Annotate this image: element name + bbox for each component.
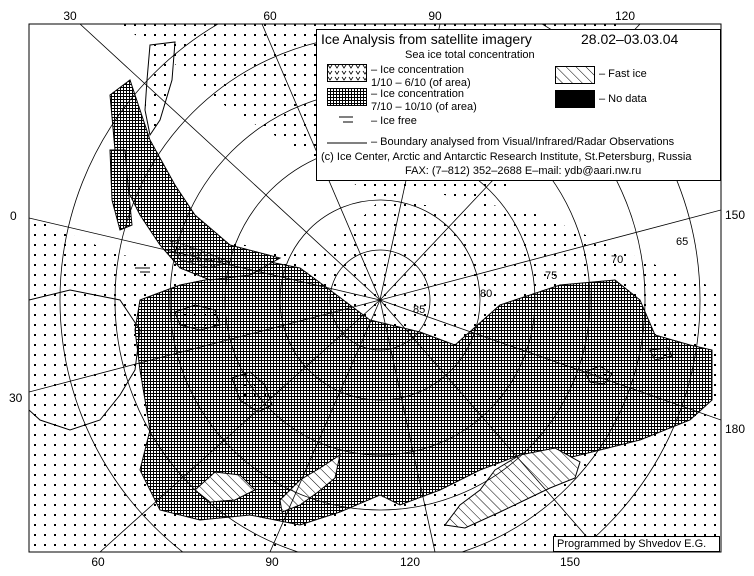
lon-label-bottom: 150 <box>559 555 581 569</box>
legend-subtitle: Sea ice total concentration <box>405 49 535 61</box>
lon-label-bottom: 120 <box>399 555 421 569</box>
lon-label-right: 150 <box>725 208 746 222</box>
legend-item-ice-free: – Ice free <box>371 115 417 127</box>
lon-label-bottom: 90 <box>265 555 279 569</box>
legend-item-open-ice: – Ice concentration 1/10 – 6/10 (of area) <box>371 64 471 89</box>
lat-label: 80 <box>480 288 493 300</box>
swatch-fast-ice <box>555 66 595 84</box>
lon-label-bottom: 60 <box>91 555 105 569</box>
legend-box <box>316 29 721 181</box>
swatch-no-data <box>555 90 595 108</box>
credit-label: Programmed by Shvedov E.G. <box>553 536 720 552</box>
legend-date-range: 28.02–03.03.04 <box>581 31 679 47</box>
swatch-open-ice <box>327 64 367 82</box>
lon-label-top: 90 <box>428 9 442 23</box>
lon-label-top: 30 <box>63 9 77 23</box>
legend-boundary: – Boundary analysed from Visual/Infrared/Radar Observations <box>371 136 675 148</box>
legend-contact: FAX: (7–812) 352–2688 E–mail: ydb@aari.nw.ru <box>405 165 642 177</box>
lat-label: 75 <box>545 270 558 282</box>
lat-label: 65 <box>676 236 689 248</box>
ice-free-dash-icon <box>339 114 359 126</box>
swatch-pack-ice <box>327 88 367 106</box>
lon-label-left: 0 <box>10 209 17 223</box>
legend-copyright: (c) Ice Center, Arctic and Antarctic Research Institute, St.Petersburg, Russia <box>321 151 692 163</box>
legend-item-pack-ice: – Ice concentration 7/10 – 10/10 (of area) <box>371 88 477 113</box>
lon-label-right: 180 <box>725 422 746 436</box>
legend-item-no-data: – No data <box>599 93 647 105</box>
legend-item-fast-ice: – Fast ice <box>599 68 647 80</box>
lat-label: 85 <box>413 304 426 316</box>
lon-label-top: 120 <box>614 9 636 23</box>
lat-label: 70 <box>611 254 624 266</box>
legend-title: Ice Analysis from satellite imagery <box>321 31 532 47</box>
lon-label-left: 30 <box>9 391 23 405</box>
lon-label-top: 60 <box>263 9 277 23</box>
boundary-line-icon <box>327 141 371 145</box>
